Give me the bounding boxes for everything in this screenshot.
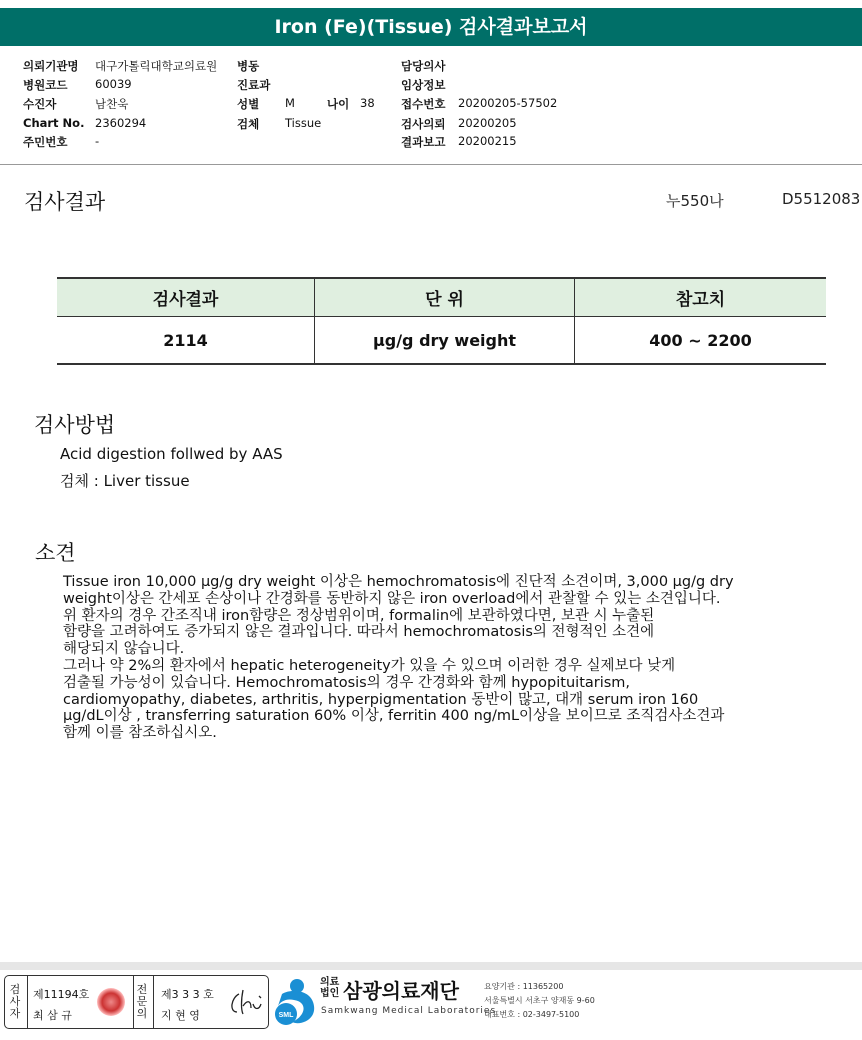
- info-label: 의뢰기관명: [23, 59, 79, 73]
- info-value: 대구가톨릭대학교의료원: [95, 59, 218, 73]
- result-heading: 검사결과: [24, 190, 106, 214]
- info-label: 수진자: [23, 97, 57, 111]
- specialist-name: 지 현 영: [161, 1009, 200, 1022]
- signature-icon: [225, 986, 265, 1018]
- info-value: 남찬욱: [95, 97, 129, 111]
- method-heading: 검사방법: [34, 413, 116, 437]
- finding-line: 위 환자의 경우 간조직내 iron함량은 정상범위이며, formalin에 보관하였다면, 보관 시 누출된: [63, 607, 655, 624]
- info-label: 검사의뢰: [401, 117, 446, 131]
- info-value: Tissue: [285, 116, 322, 130]
- header-reference: 참고치: [575, 278, 827, 317]
- info-value: 20200215: [458, 134, 517, 148]
- code-2: D5512083: [782, 190, 861, 208]
- info-label: 병원코드: [23, 78, 68, 92]
- info-label: 주민번호: [23, 135, 68, 149]
- finding-line: μg/dL이상 , transferring saturation 60% 이상, ferritin 400 ng/mL이상을 보이므로 조직검사소견과: [63, 708, 725, 725]
- examiner-license-no: 제11194호: [33, 988, 90, 1001]
- finding-text: [63, 574, 862, 742]
- reference-range: 400 ~ 2200: [575, 317, 827, 365]
- result-table: [57, 277, 826, 365]
- seal-icon: [97, 988, 125, 1016]
- org-info-line: 서울특별시 서초구 양재동 9-60: [484, 996, 595, 1005]
- finding-line: 해당되지 않습니다.: [63, 641, 185, 658]
- info-label: 병동: [237, 59, 260, 73]
- examiner-label: 검 사 자: [9, 983, 21, 1020]
- code-1: 누550나: [666, 192, 724, 210]
- unit-value: μg/g dry weight: [315, 317, 575, 365]
- finding-line: 함께 이를 참조하십시오.: [63, 725, 217, 742]
- specialist-license-no: 제3 3 3 호: [161, 988, 214, 1001]
- info-label: 검체: [237, 117, 260, 131]
- finding-line: 그러나 약 2%의 환자에서 hepatic heterogeneity가 있을 수 있으며 이러한 경우 실제보다 낮게: [63, 657, 676, 674]
- info-label: 결과보고: [401, 135, 446, 149]
- age-label: 나이: [327, 97, 350, 111]
- info-value: M: [285, 96, 295, 110]
- header-divider: [0, 164, 862, 165]
- info-value: 20200205-57502: [458, 96, 558, 110]
- signature-box: [4, 975, 269, 1029]
- finding-line: weight이상은 간세포 손상이나 간경화를 동반하지 않은 iron overload에서 관찰할 수 있는 소견입니다.: [63, 590, 721, 607]
- result-table-header: [57, 278, 826, 317]
- org-info-line: 요양기관 : 11365200: [484, 982, 564, 991]
- org-english-name: Samkwang Medical Laboratories: [321, 1006, 497, 1016]
- specialist-label: 전 문 의: [136, 983, 148, 1020]
- specimen-line: 검체 : Liver tissue: [60, 472, 190, 490]
- info-label: 성별: [237, 97, 260, 111]
- info-value: 2360294: [95, 116, 147, 130]
- examiner-name: 최 삼 규: [33, 1009, 72, 1022]
- finding-line: 검출될 가능성이 있습니다. Hemochromatosis의 경우 간경화와 함께 hypopituitarism,: [63, 674, 631, 691]
- finding-line: 함량을 고려하여도 증가되지 않은 결과입니다. 따라서 hemochromatosis의 전형적인 소견에: [63, 624, 655, 641]
- finding-line: cardiomyopathy, diabetes, arthritis, hyperpigmentation 동반이 많고, 대개 serum iron 160: [63, 691, 699, 708]
- info-label: Chart No.: [23, 116, 85, 130]
- org-name: 삼광의료재단: [343, 979, 459, 1003]
- info-label: 임상정보: [401, 78, 446, 92]
- report-title: Iron (Fe)(Tissue) 검사결과보고서: [0, 8, 862, 46]
- method-line: Acid digestion follwed by AAS: [60, 445, 283, 463]
- info-label: 접수번호: [401, 97, 446, 111]
- info-value: -: [95, 134, 100, 148]
- sml-logo-icon: [272, 976, 318, 1026]
- finding-line: Tissue iron 10,000 μg/g dry weight 이상은 hemochromatosis에 진단적 소견이며, 3,000 μg/g dry: [63, 574, 734, 590]
- org-type: 의료 법인: [320, 977, 340, 999]
- info-label: 진료과: [237, 78, 271, 92]
- result-value: 2114: [57, 317, 315, 365]
- info-value: 20200205: [458, 116, 517, 130]
- org-info-line: 대표번호 : 02-3497-5100: [484, 1010, 580, 1019]
- footer-divider: [0, 962, 862, 970]
- table-row: [57, 317, 826, 365]
- info-value: 60039: [95, 77, 132, 91]
- patient-info-block: [0, 54, 862, 164]
- info-label: 담당의사: [401, 59, 446, 73]
- age-value: 38: [360, 96, 375, 110]
- header-unit: 단 위: [315, 278, 575, 317]
- svg-text:SML: SML: [278, 1012, 294, 1019]
- header-result: 검사결과: [57, 278, 315, 317]
- finding-heading: 소견: [35, 541, 76, 565]
